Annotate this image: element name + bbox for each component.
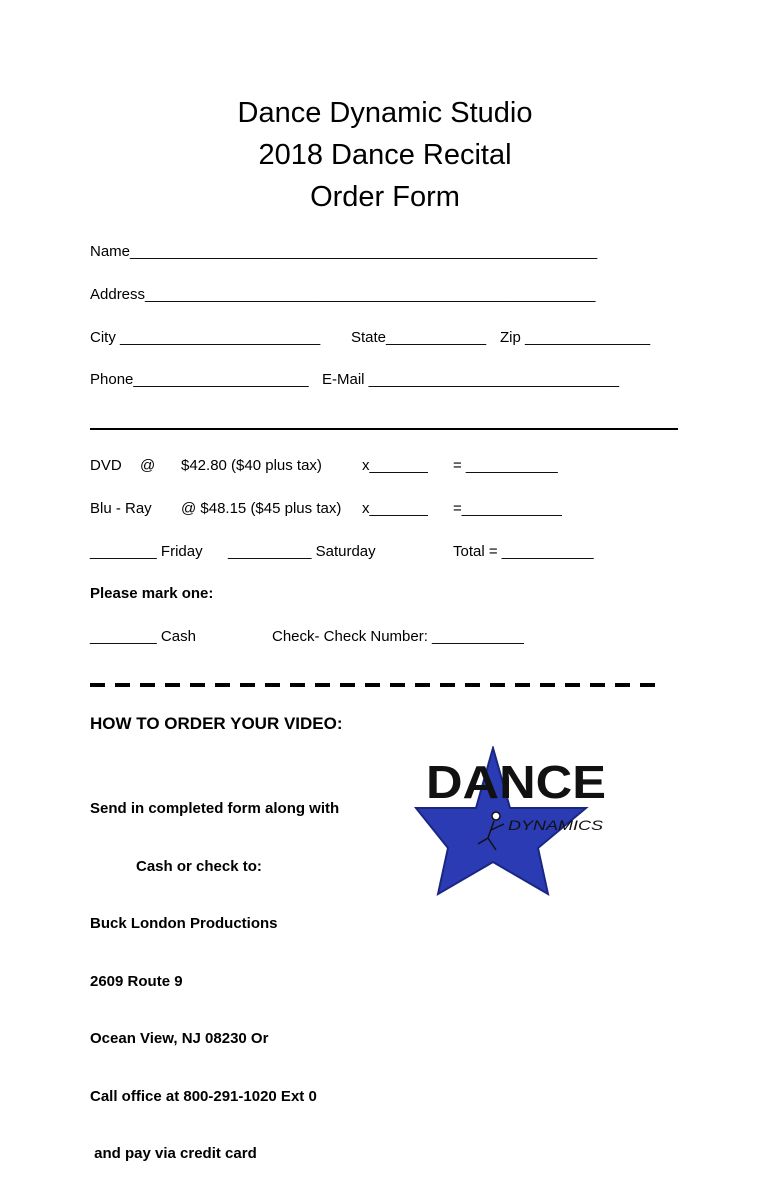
bluray-subtotal-field[interactable]: =____________ — [453, 500, 562, 517]
dvd-label: DVD — [90, 457, 122, 474]
check-number-field[interactable]: Check- Check Number: ___________ — [272, 628, 524, 645]
howto-line: Ocean View, NJ 08230 Or — [90, 1030, 269, 1047]
title-line-3: Order Form — [310, 181, 460, 213]
howto-heading: HOW TO ORDER YOUR VIDEO: — [90, 714, 343, 733]
howto-line: Buck London Productions — [90, 915, 278, 932]
dvd-price: $42.80 ($40 plus tax) — [181, 457, 322, 474]
dvd-quantity-field[interactable]: x_______ — [362, 457, 428, 474]
phone-field[interactable]: Phone_____________________ — [90, 371, 309, 388]
zip-field[interactable]: Zip _______________ — [500, 329, 651, 346]
howto-line: Cash or check to: — [136, 857, 262, 875]
address-field[interactable]: Address______________________________________________________ — [90, 286, 596, 303]
payment-heading: Please mark one: — [90, 585, 214, 602]
bluray-label: Blu - Ray — [90, 500, 152, 517]
city-field[interactable]: City ________________________ — [90, 329, 321, 346]
saturday-field[interactable]: __________ Saturday — [228, 543, 376, 560]
title-line-2: 2018 Dance Recital — [258, 139, 512, 171]
howto-line: Call office at 800-291-1020 Ext 0 — [90, 1087, 317, 1105]
state-field[interactable]: State____________ — [351, 329, 487, 346]
bluray-quantity-field[interactable]: x_______ — [362, 500, 428, 517]
howto-instructions — [90, 762, 339, 1183]
name-field[interactable]: Name________________________________________________________ — [90, 243, 598, 260]
logo-wordmark: DANCE — [426, 756, 606, 808]
bluray-price: @ $48.15 ($45 plus tax) — [181, 500, 342, 517]
howto-line: and pay via credit card — [90, 1145, 257, 1162]
friday-field[interactable]: ________ Friday — [90, 543, 203, 560]
dance-dynamics-logo — [408, 746, 613, 898]
email-field[interactable]: E-Mail ______________________________ — [322, 371, 619, 388]
cut-line — [90, 683, 662, 687]
total-field[interactable]: Total = ___________ — [453, 543, 594, 560]
title-line-1: Dance Dynamic Studio — [237, 97, 533, 129]
howto-line: Send in completed form along with — [90, 800, 340, 817]
dvd-at: @ — [140, 457, 156, 474]
dvd-subtotal-field[interactable]: = ___________ — [453, 457, 558, 474]
logo-subtitle: DYNAMICS — [508, 817, 604, 833]
cash-field[interactable]: ________ Cash — [90, 628, 196, 645]
section-divider — [90, 428, 678, 430]
howto-line: 2609 Route 9 — [90, 972, 183, 990]
